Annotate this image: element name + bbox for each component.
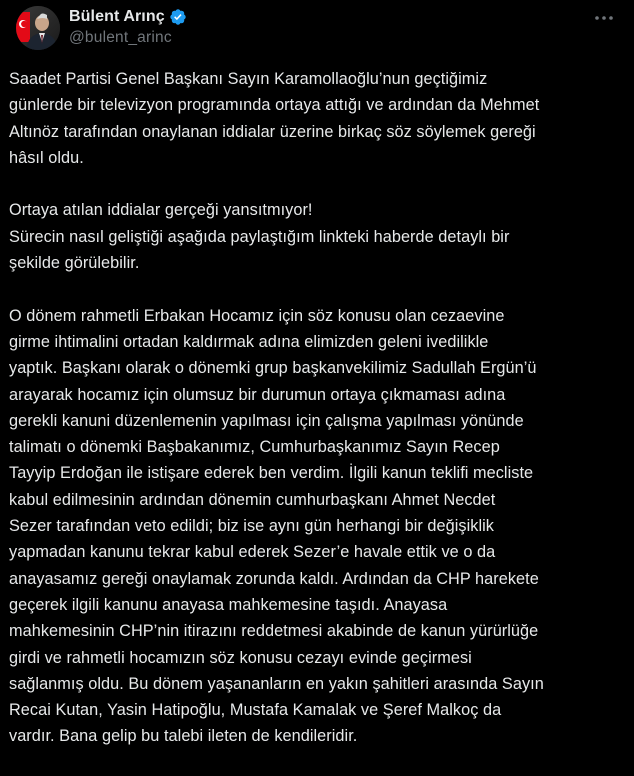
text-line: şekilde görülebilir. [9,254,140,273]
text-line: sağlanmış oldu. Bu dönem yaşananların en yakın şahitleri arasında Sayın [9,674,544,693]
tweet-header [8,0,622,56]
paragraph-3 [9,303,629,750]
name-row [69,7,187,27]
avatar-image [16,6,60,50]
text-line: hâsıl oldu. [9,148,84,167]
text-line: yapmadan kanunu tekrar kabul ederek Sezer’e havale ettik ve o da [9,543,496,562]
text-line: Sürecin nasıl geliştiği aşağıda paylaştığım linkteki haberde detaylı bir [9,227,510,246]
text-line: O dönem rahmetli Erbakan Hocamız için söz konusu olan cezaevine [9,306,505,325]
text-line: arayarak hocamız için olumsuz bir durumun ortaya çıkmaması adına [9,385,506,404]
text-line: vardır. Bana gelip bu talebi ileten de kendileridir. [9,727,358,746]
text-line: Altınöz tarafından onaylanan iddialar üzerine birkaç söz söylemek gereği [9,122,536,141]
text-line: anayasamız gereği onaylamak zorunda kaldı. Ardından da CHP harekete [9,569,539,588]
handle[interactable]: @bulent_arinc [69,29,172,46]
text-line: talimatı o dönemki Başbakanımız, Cumhurbaşkanımız Sayın Recep [9,438,500,457]
text-line: günlerde bir televizyon programında ortaya attığı ve ardından da Mehmet [9,96,540,115]
text-line: geçerek ilgili kanunu anayasa mahkemesine taşıdı. Anayasa [9,595,448,614]
author-block [69,7,187,47]
text-line: gerekli kanuni düzenlemenin yapılması için çalışma yapılması yönünde [9,411,524,430]
text-line: Tayyip Erdoğan ile istişare ederek ben verdim. İlgili kanun teklifi mecliste [9,464,534,483]
text-line: Saadet Partisi Genel Başkanı Sayın Karamollaoğlu’nun geçtiğimiz [9,70,488,88]
text-line: girme ihtimalini ortadan kaldırmak adına elimizden geleni ivedilikle [9,332,489,351]
paragraph-2 [9,197,629,276]
text-line: yaptık. Başkanı olarak o dönemki grup başkanvekilimiz Sadullah Ergün’ü [9,359,537,378]
avatar[interactable] [16,6,60,50]
text-line: kabul edilmesinin ardından dönemin cumhurbaşkanı Ahmet Necdet [9,490,496,509]
more-options-icon[interactable] [592,8,616,28]
display-name[interactable]: Bülent Arınç [69,8,165,25]
text-line: girdi ve rahmetli hocamızın söz konusu cezayı evinde geçirmesi [9,648,472,667]
tweet-text [9,66,629,776]
text-line: Ortaya atılan iddialar gerçeği yansıtmıyor! [9,201,313,220]
text-line: Recai Kutan, Yasin Hatipoğlu, Mustafa Kamalak ve Şeref Malkoç da [9,701,502,720]
paragraph-1 [9,66,629,171]
verified-badge-icon [169,8,187,26]
text-line: mahkemesinin CHP’nin itirazını reddetmesi akabinde de kanun yürürlüğe [9,622,539,641]
text-line: Sezer tarafından veto edildi; biz ise aynı gün herhangi bir değişiklik [9,517,494,536]
